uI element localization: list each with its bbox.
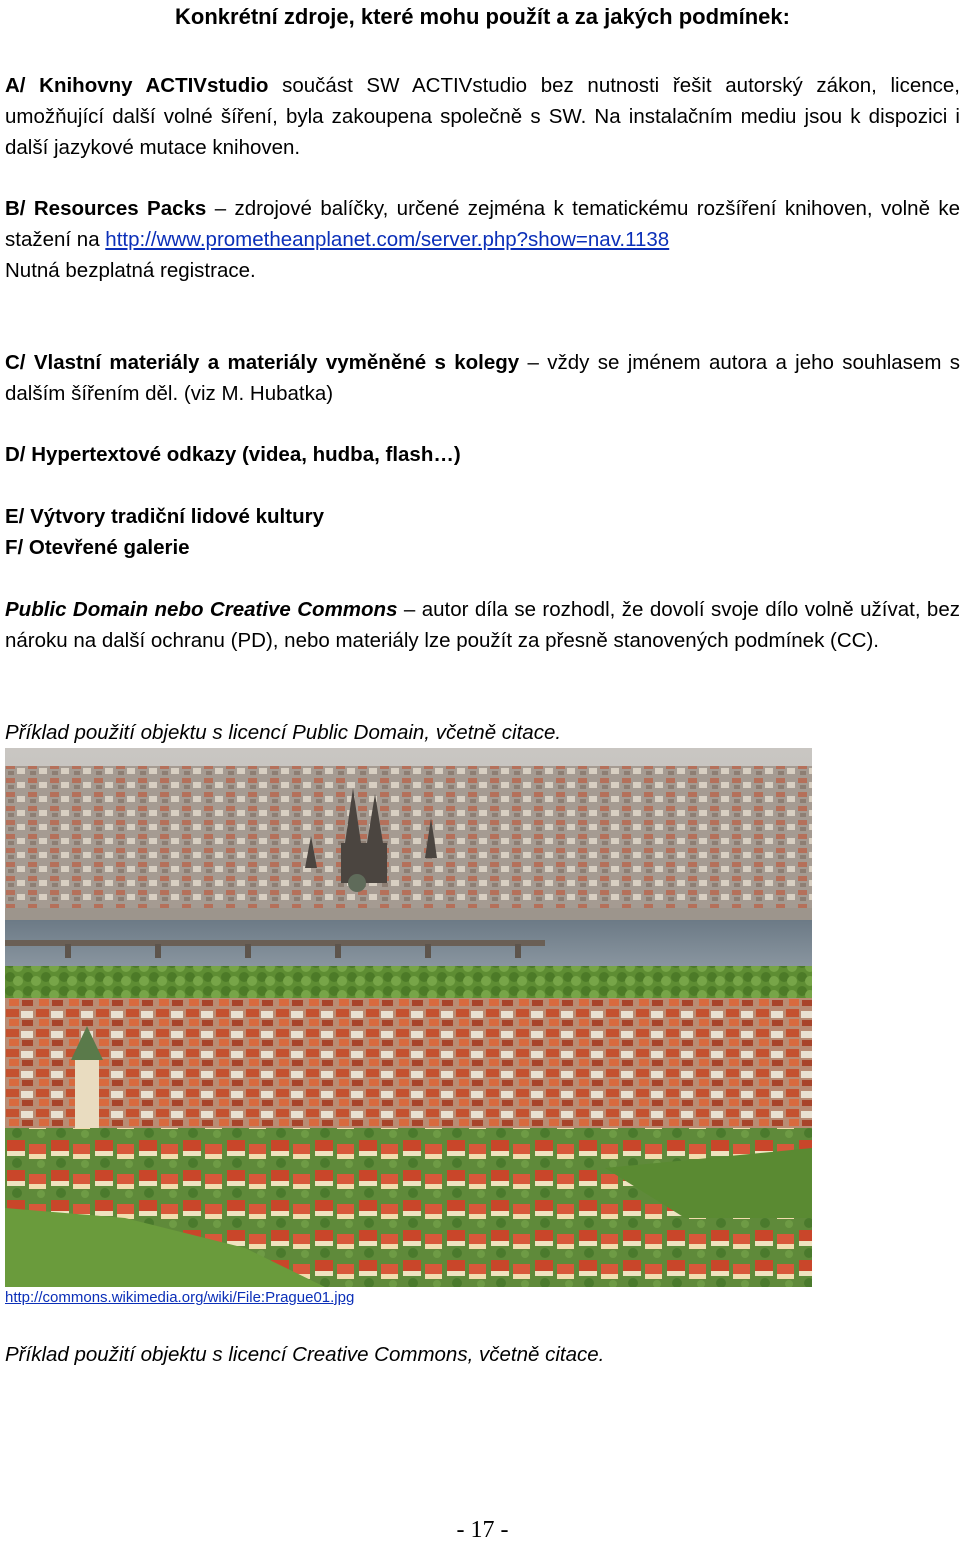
public-domain-label: Public Domain nebo Creative Commons [5, 598, 398, 621]
page-title: Konkrétní zdroje, které mohu použít a za jakých podmínek: [175, 4, 790, 29]
example-cc-text: Příklad použití objektu s licencí Creative Commons, včetně citace. [5, 1343, 605, 1366]
example-pd-caption [5, 717, 561, 748]
public-domain-text: – autor díla se rozhodl, že dovolí svoje dílo volně užívat, bez nároku na další ochranu (PD), nebo materiály lze použít za přesně stanovených podmínek (CC). [5, 598, 960, 652]
section-f-label: F/ Otevřené galerie [5, 536, 190, 559]
example-pd-text: Příklad použití objektu s licencí Public Domain, včetně citace. [5, 721, 562, 744]
section-f [5, 532, 190, 563]
resources-packs-link[interactable]: http://www.prometheanplanet.com/server.php?show=nav.1138 [105, 228, 670, 251]
section-a-text: součást SW ACTIVstudio bez nutnosti řešit autorský zákon, licence, umožňující další volné šíření, byla zakoupena společně s SW. Na instalačním mediu jsou k dispozici i další jazykové mutace knihoven. [5, 74, 960, 159]
section-c-text: – vždy se jménem autora a jeho souhlasem s dalším šířením děl. (viz M. Hubatka) [5, 351, 960, 405]
section-e [5, 501, 324, 532]
section-b-label: B/ Resources Packs [5, 197, 207, 220]
section-public-domain [5, 594, 960, 656]
prague-aerial-photo [5, 748, 812, 1287]
section-c-label: C/ Vlastní materiály a materiály vyměněné s kolegy [5, 351, 520, 374]
section-a [5, 70, 960, 163]
section-c [5, 347, 960, 409]
section-d-label: D/ Hypertextové odkazy (videa, hudba, flash…) [5, 443, 461, 466]
section-e-label: E/ Výtvory tradiční lidové kultury [5, 505, 324, 528]
section-d [5, 439, 461, 470]
section-b-text: – zdrojové balíčky, určené zejména k tematickému rozšíření knihoven, volně ke stažení na [5, 197, 960, 251]
section-b [5, 193, 960, 286]
section-b-note: Nutná bezplatná registrace. [5, 259, 256, 282]
page-number: - 17 - [456, 1517, 509, 1543]
section-a-label: A/ Knihovny ACTIVstudio [5, 74, 269, 97]
photo-credit-link[interactable]: http://commons.wikimedia.org/wiki/File:Prague01.jpg [5, 1289, 355, 1306]
example-cc-caption [5, 1339, 604, 1370]
